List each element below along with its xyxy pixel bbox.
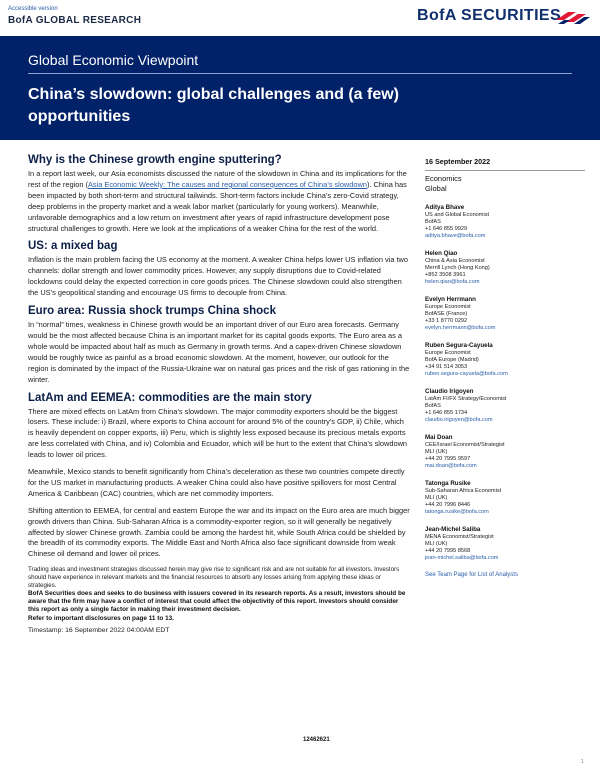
timestamp: Timestamp: 16 September 2022 04:00AM EDT [28,626,170,634]
report-date: 16 September 2022 [425,157,491,166]
banner-divider [28,73,572,74]
analyst-email[interactable]: jean-michel.saliba@bofa.com [425,554,499,561]
team-page-link[interactable]: See Team Page for List of Analysts [425,571,518,578]
section-paragraph: Shifting attention to EEMEA, for central and eastern Europe the war and its impact on the Euro area are much bigger growth drivers than China. Sub-Saharan Africa is a commodity-exporter region, so it will generally be negatively affected by slower Chinese growth. Zambia could be among the hardest hit, while South Africa could be shielded by the breadth of its commodity exports. The Middle East and North Africa also face significant downside from weak Chinese oil demand and lower oil prices. [28,505,410,559]
risk-disclaimer: Trading ideas and investment strategies discussed herein may give rise to significant risk and are not suitable for all investors. Investors should have experience in relevant markets and the financial resources to absorb any losses arising from applying these ideas or strategies. [28,566,400,590]
series-title: Global Economic Viewpoint [28,52,199,68]
section-paragraph: In “normal” times, weakness in Chinese growth would be an important driver of our Euro area forecasts. Germany would be the most affected because China is an important market for its capital goods exports. The Euro area as a whole would be impacted about half as much as Germany in growth terms. And a capex-driven Chinese slowdown would be roughly twice as painful as a broad economic slowdown. At the moment, however, our outlook for the region is dominated by the impact of the Russia-Ukraine war on natural gas prices and the risk of gas rationing in the winter. [28,320,410,384]
accessible-version-link[interactable]: Accessible version [8,6,58,12]
analyst-email[interactable]: ruben.segura-cayuela@bofa.com [425,370,508,377]
sidebar [425,157,585,578]
analyst-phone: +1 646 855 9929 [425,225,468,232]
analyst-email[interactable]: aditya.bhave@bofa.com [425,232,486,239]
category-global: Global [425,183,447,193]
analyst-email[interactable]: helen.qiao@bofa.com [425,278,480,285]
category-economics: Economics [425,173,462,183]
conflict-disclaimer: BofA Securities does and seeks to do business with issuers covered in its research reports. As a result, investors should be aware that the firm may have a conflict of interest that could affect the objectivity of this report. Investors should consider this report as only a single factor in making their investment decision. [28,590,406,614]
title-banner [0,36,600,140]
analyst-title: US and Global Economist [425,211,490,218]
analyst-name: Evelyn Herrmann [425,295,476,303]
section-paragraph: Inflation is the main problem facing the US economy at the moment. A weaker China helps lower US inflation via two channels: dollar strength and lower commodity prices. However, any supply disruptions due to Covid-related lockdowns could delay the expected correction in core goods prices. The Chinese slowdown could also strengthen the US’s geopolitical standing and encourage US firms to decouple from China. [28,255,408,298]
analyst-entity: BofASE (France) [425,310,468,317]
analyst-email[interactable]: tatonga.rusike@bofa.com [425,508,489,515]
analyst-entity: MLI (UK) [425,540,448,547]
section-paragraph: In a report last week, our Asia economists discussed the nature of the slowdown in China and its implications for the rest of the region (Asia Economic Weekly: The causes and regional consequences of China’s slowdown). China has been impacted by both short-term and structural tailwinds. Short-term factors include China’s zero-Covid strategy, deep problems in the property market and a weak labor market (particularly for young workers). Meanwhile, unfavorable demographics and a low return on investment after years of rapid infrastructure development pose structural challenges to growth. Here we look at the implications of a weaker China for the rest of the world. [28,169,407,233]
analyst-name: Helen Qiao [425,249,458,257]
analyst-name: Claudio Irigoyen [425,387,474,395]
analyst-title: Sub-Saharan Africa Economist [425,487,502,494]
analyst-phone: +852 3508 3961 [425,271,466,278]
analyst-phone: +34 91 514 3053 [425,363,468,370]
analyst-name: Jean-Michel Saliba [425,525,481,533]
analyst-title: MENA Economist/Strategist [425,533,494,540]
sidebar-divider [425,170,585,171]
section-paragraph: There are mixed effects on LatAm from China’s slowdown. The major commodity exporters should be the biggest losers. These include: i) Brazil, where exports to China account for around 5% of the country’s GDP, ii) Chile, which is heavily dependent on copper exports, iii) Peru, which is slightly less exposed because its precious metals exports are less correlated with China, and iv) Colombia and Ecuador, which will be hurt to the extent that China’s slowdown leads to lower oil prices. [28,406,408,460]
analyst-email[interactable]: mai.doan@bofa.com [425,462,477,469]
section-heading-latam: LatAm and EEMEA: commodities are the main story [28,391,312,404]
analyst-phone: +33 1 8770 0292 [425,317,468,324]
section-heading-us: US: a mixed bag [28,240,118,253]
analyst-card [425,204,585,240]
research-brand: BofA GLOBAL RESEARCH [8,15,142,26]
report-headline: China’s slowdown: global challenges and (a few) opportunities [28,86,400,125]
analyst-email[interactable]: evelyn.herrmann@bofa.com [425,324,496,331]
main-column [28,154,411,634]
analyst-phone: +44 20 7996 8446 [425,501,471,508]
analyst-card [425,526,585,562]
analyst-card [425,342,585,378]
analyst-phone: +1 646 855 1734 [425,409,468,416]
analyst-entity: Merrill Lynch (Hong Kong) [425,264,490,271]
analyst-title: LatAm FI/FX Strategy/Economist [425,395,507,402]
analyst-name: Aditya Bhave [425,203,465,211]
analyst-card [425,388,585,424]
analyst-entity: BofAS [425,402,441,409]
analyst-phone: +44 20 7995 9597 [425,455,471,462]
analyst-email[interactable]: claudio.irigoyen@bofa.com [425,416,493,423]
analyst-name: Mai Doan [425,433,453,441]
analyst-entity: BofA Europe (Madrid) [425,356,479,363]
analyst-title: Europe Economist [425,349,471,356]
analyst-name: Ruben Segura-Cayuela [425,341,493,349]
analyst-card [425,250,585,286]
report-code: 12462621 [303,737,330,743]
analyst-title: China & Asia Economist [425,257,485,264]
section-paragraph: Meanwhile, Mexico stands to benefit significantly from China’s deceleration as these two countries compete directly for the US market in manufacturing products. A weaker China could also have positive spillovers for most Central America & Caribbean (CAC) countries, which are net commodity importers. [28,467,405,498]
analyst-entity: BofAS [425,218,441,225]
analyst-card [425,480,585,516]
analyst-name: Tatonga Rusike [425,479,471,487]
analyst-entity: MLI (UK) [425,448,448,455]
asia-weekly-link[interactable]: Asia Economic Weekly: The causes and regional consequences of China’s slowdown [87,179,367,189]
top-bar [0,0,600,36]
analyst-card [425,296,585,332]
section-heading-china: Why is the Chinese growth engine sputtering? [28,154,282,166]
bofa-flag-icon [554,8,592,26]
disclosure-reference: Refer to important disclosures on page 11 to 13. [28,614,174,622]
analyst-title: CEE/Israel Economist/Strategist [425,441,505,448]
analyst-title: Europe Economist [425,303,471,310]
analyst-card [425,434,585,470]
section-heading-euro: Euro area: Russia shock trumps China shock [28,305,276,318]
analyst-entity: MLI (UK) [425,494,448,501]
analyst-phone: +44 20 7995 8568 [425,547,471,554]
page-number: 1 [581,759,584,765]
bofa-securities-logo: BofA SECURITIES [417,7,562,24]
